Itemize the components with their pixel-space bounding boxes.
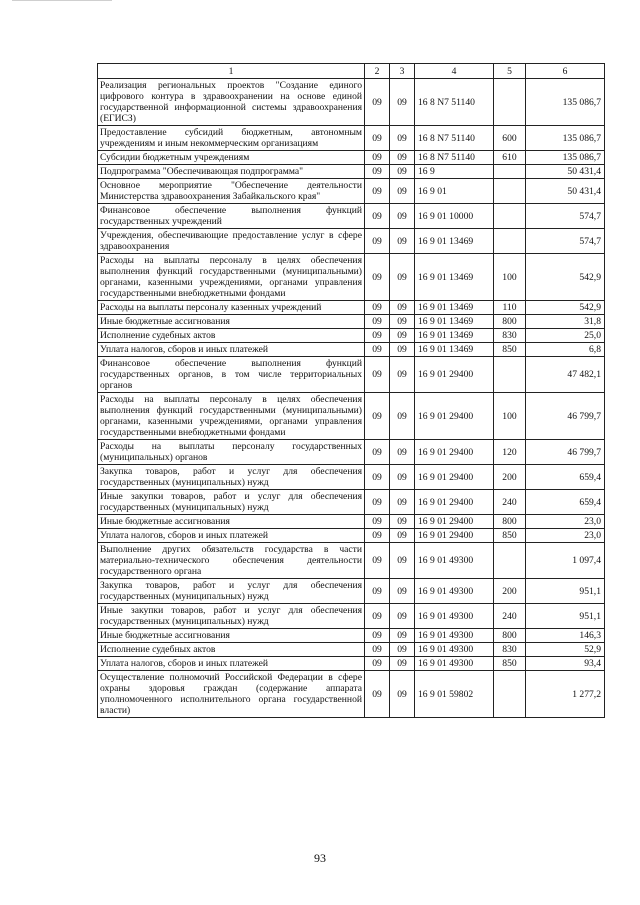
row-name-cell: Реализация региональных проектов "Создание единого цифрового контура в здравоохранении на основе единой государственной информационной системы здравоохранения (ЕГИСЗ) bbox=[98, 79, 365, 126]
row-target-code-cell: 16 9 01 29400 bbox=[415, 515, 494, 529]
row-subsection-cell: 09 bbox=[390, 229, 415, 254]
table-row bbox=[98, 515, 605, 529]
table-row bbox=[98, 629, 605, 643]
header-cell-1: 1 bbox=[98, 64, 365, 79]
row-section-cell: 09 bbox=[365, 515, 390, 529]
table-row bbox=[98, 315, 605, 329]
row-subsection-cell: 09 bbox=[390, 465, 415, 490]
row-section-cell: 09 bbox=[365, 643, 390, 657]
table-row bbox=[98, 604, 605, 629]
row-expense-type-cell bbox=[494, 179, 526, 204]
row-name-cell: Основное мероприятие "Обеспечение деятельности Министерства здравоохранения Забайкальского края" bbox=[98, 179, 365, 204]
row-amount-cell: 52,9 bbox=[526, 643, 605, 657]
budget-table bbox=[97, 63, 605, 718]
row-section-cell: 09 bbox=[365, 529, 390, 543]
row-amount-cell: 46 799,7 bbox=[526, 440, 605, 465]
row-name-cell: Уплата налогов, сборов и иных платежей bbox=[98, 657, 365, 671]
row-expense-type-cell bbox=[494, 204, 526, 229]
row-name-cell: Учреждения, обеспечивающие предоставление услуг в сфере здравоохранения bbox=[98, 229, 365, 254]
row-target-code-cell: 16 9 01 29400 bbox=[415, 465, 494, 490]
row-section-cell: 09 bbox=[365, 465, 390, 490]
row-amount-cell: 23,0 bbox=[526, 529, 605, 543]
row-target-code-cell: 16 9 01 13469 bbox=[415, 315, 494, 329]
page-number: 93 bbox=[314, 851, 326, 865]
row-section-cell: 09 bbox=[365, 343, 390, 357]
budget-table-body bbox=[98, 64, 605, 718]
row-amount-cell: 47 482,1 bbox=[526, 357, 605, 393]
row-section-cell: 09 bbox=[365, 79, 390, 126]
row-target-code-cell: 16 8 N7 51140 bbox=[415, 151, 494, 165]
row-subsection-cell: 09 bbox=[390, 343, 415, 357]
row-target-code-cell: 16 9 01 29400 bbox=[415, 490, 494, 515]
row-target-code-cell: 16 9 01 13469 bbox=[415, 229, 494, 254]
row-amount-cell: 659,4 bbox=[526, 465, 605, 490]
row-amount-cell: 574,7 bbox=[526, 229, 605, 254]
table-row bbox=[98, 440, 605, 465]
row-amount-cell: 25,0 bbox=[526, 329, 605, 343]
row-expense-type-cell: 600 bbox=[494, 126, 526, 151]
row-expense-type-cell bbox=[494, 543, 526, 579]
row-subsection-cell: 09 bbox=[390, 440, 415, 465]
table-header-row bbox=[98, 64, 605, 79]
row-expense-type-cell: 830 bbox=[494, 329, 526, 343]
table-row bbox=[98, 151, 605, 165]
row-target-code-cell: 16 9 01 49300 bbox=[415, 579, 494, 604]
header-cell-3: 3 bbox=[390, 64, 415, 79]
row-subsection-cell: 09 bbox=[390, 329, 415, 343]
table-row bbox=[98, 657, 605, 671]
row-section-cell: 09 bbox=[365, 629, 390, 643]
header-cell-5: 5 bbox=[494, 64, 526, 79]
row-expense-type-cell: 120 bbox=[494, 440, 526, 465]
row-subsection-cell: 09 bbox=[390, 165, 415, 179]
row-target-code-cell: 16 8 N7 51140 bbox=[415, 126, 494, 151]
header-cell-6: 6 bbox=[526, 64, 605, 79]
row-target-code-cell: 16 9 01 29400 bbox=[415, 529, 494, 543]
table-row bbox=[98, 254, 605, 301]
row-subsection-cell: 09 bbox=[390, 643, 415, 657]
row-name-cell: Выполнение других обязательств государства в части материально-технического обеспечения деятельности государственного органа bbox=[98, 543, 365, 579]
table-row bbox=[98, 329, 605, 343]
row-amount-cell: 1 277,2 bbox=[526, 671, 605, 718]
row-name-cell: Закупка товаров, работ и услуг для обеспечения государственных (муниципальных) нужд bbox=[98, 579, 365, 604]
row-subsection-cell: 09 bbox=[390, 254, 415, 301]
row-section-cell: 09 bbox=[365, 579, 390, 604]
row-name-cell: Иные закупки товаров, работ и услуг для обеспечения государственных (муниципальных) нужд bbox=[98, 604, 365, 629]
row-section-cell: 09 bbox=[365, 543, 390, 579]
row-target-code-cell: 16 9 bbox=[415, 165, 494, 179]
row-name-cell: Иные бюджетные ассигнования bbox=[98, 515, 365, 529]
row-target-code-cell: 16 9 01 29400 bbox=[415, 440, 494, 465]
row-subsection-cell: 09 bbox=[390, 629, 415, 643]
row-target-code-cell: 16 9 01 29400 bbox=[415, 393, 494, 440]
row-subsection-cell: 09 bbox=[390, 204, 415, 229]
row-expense-type-cell: 200 bbox=[494, 579, 526, 604]
row-section-cell: 09 bbox=[365, 329, 390, 343]
row-name-cell: Предоставление субсидий бюджетным, автономным учреждениям и иным некоммерческим организациям bbox=[98, 126, 365, 151]
row-target-code-cell: 16 9 01 49300 bbox=[415, 543, 494, 579]
row-section-cell: 09 bbox=[365, 440, 390, 465]
row-name-cell: Расходы на выплаты персоналу в целях обеспечения выполнения функций государственными (муниципальными) органами, казенными учреждениями, органами управления государственными внебюджетными фондами bbox=[98, 254, 365, 301]
row-subsection-cell: 09 bbox=[390, 315, 415, 329]
row-amount-cell: 135 086,7 bbox=[526, 151, 605, 165]
row-amount-cell: 23,0 bbox=[526, 515, 605, 529]
row-amount-cell: 146,3 bbox=[526, 629, 605, 643]
row-subsection-cell: 09 bbox=[390, 393, 415, 440]
row-section-cell: 09 bbox=[365, 151, 390, 165]
row-expense-type-cell bbox=[494, 79, 526, 126]
row-amount-cell: 135 086,7 bbox=[526, 126, 605, 151]
table-row bbox=[98, 529, 605, 543]
row-name-cell: Подпрограмма "Обеспечивающая подпрограмма" bbox=[98, 165, 365, 179]
row-target-code-cell: 16 9 01 10000 bbox=[415, 204, 494, 229]
header-cell-4: 4 bbox=[415, 64, 494, 79]
row-section-cell: 09 bbox=[365, 229, 390, 254]
row-expense-type-cell: 100 bbox=[494, 254, 526, 301]
row-name-cell: Расходы на выплаты персоналу казенных учреждений bbox=[98, 301, 365, 315]
row-name-cell: Уплата налогов, сборов и иных платежей bbox=[98, 343, 365, 357]
row-section-cell: 09 bbox=[365, 671, 390, 718]
row-name-cell: Финансовое обеспечение выполнения функций государственных органов, в том числе территориальных органов bbox=[98, 357, 365, 393]
row-name-cell: Уплата налогов, сборов и иных платежей bbox=[98, 529, 365, 543]
table-row bbox=[98, 465, 605, 490]
row-section-cell: 09 bbox=[365, 604, 390, 629]
table-row bbox=[98, 543, 605, 579]
row-section-cell: 09 bbox=[365, 315, 390, 329]
row-amount-cell: 46 799,7 bbox=[526, 393, 605, 440]
row-subsection-cell: 09 bbox=[390, 301, 415, 315]
row-subsection-cell: 09 bbox=[390, 543, 415, 579]
row-amount-cell: 6,8 bbox=[526, 343, 605, 357]
table-row bbox=[98, 393, 605, 440]
table-row bbox=[98, 343, 605, 357]
row-expense-type-cell: 850 bbox=[494, 657, 526, 671]
row-name-cell: Расходы на выплаты персоналу в целях обеспечения выполнения функций государственными (муниципальными) органами, казенными учреждениями, органами управления государственными внебюджетными фондами bbox=[98, 393, 365, 440]
row-name-cell: Субсидии бюджетным учреждениям bbox=[98, 151, 365, 165]
row-amount-cell: 951,1 bbox=[526, 579, 605, 604]
row-amount-cell: 951,1 bbox=[526, 604, 605, 629]
row-subsection-cell: 09 bbox=[390, 151, 415, 165]
row-amount-cell: 93,4 bbox=[526, 657, 605, 671]
table-row bbox=[98, 79, 605, 126]
row-subsection-cell: 09 bbox=[390, 529, 415, 543]
row-name-cell: Иные закупки товаров, работ и услуг для обеспечения государственных (муниципальных) нужд bbox=[98, 490, 365, 515]
table-row bbox=[98, 643, 605, 657]
row-expense-type-cell: 610 bbox=[494, 151, 526, 165]
row-amount-cell: 659,4 bbox=[526, 490, 605, 515]
table-row bbox=[98, 579, 605, 604]
row-subsection-cell: 09 bbox=[390, 579, 415, 604]
row-target-code-cell: 16 9 01 13469 bbox=[415, 301, 494, 315]
row-section-cell: 09 bbox=[365, 126, 390, 151]
row-subsection-cell: 09 bbox=[390, 671, 415, 718]
table-row bbox=[98, 165, 605, 179]
row-expense-type-cell: 850 bbox=[494, 343, 526, 357]
row-subsection-cell: 09 bbox=[390, 357, 415, 393]
row-amount-cell: 135 086,7 bbox=[526, 79, 605, 126]
row-amount-cell: 542,9 bbox=[526, 254, 605, 301]
header-cell-2: 2 bbox=[365, 64, 390, 79]
table-row bbox=[98, 179, 605, 204]
row-expense-type-cell: 800 bbox=[494, 315, 526, 329]
row-amount-cell: 574,7 bbox=[526, 204, 605, 229]
row-subsection-cell: 09 bbox=[390, 126, 415, 151]
row-expense-type-cell bbox=[494, 671, 526, 718]
table-row bbox=[98, 490, 605, 515]
row-expense-type-cell: 100 bbox=[494, 393, 526, 440]
row-section-cell: 09 bbox=[365, 490, 390, 515]
row-expense-type-cell bbox=[494, 165, 526, 179]
row-target-code-cell: 16 9 01 bbox=[415, 179, 494, 204]
row-target-code-cell: 16 8 N7 51140 bbox=[415, 79, 494, 126]
row-name-cell: Закупка товаров, работ и услуг для обеспечения государственных (муниципальных) нужд bbox=[98, 465, 365, 490]
row-name-cell: Финансовое обеспечение выполнения функций государственных учреждений bbox=[98, 204, 365, 229]
row-amount-cell: 1 097,4 bbox=[526, 543, 605, 579]
row-expense-type-cell: 240 bbox=[494, 490, 526, 515]
row-name-cell: Иные бюджетные ассигнования bbox=[98, 315, 365, 329]
row-section-cell: 09 bbox=[365, 254, 390, 301]
row-expense-type-cell: 200 bbox=[494, 465, 526, 490]
row-subsection-cell: 09 bbox=[390, 604, 415, 629]
row-amount-cell: 31,8 bbox=[526, 315, 605, 329]
row-section-cell: 09 bbox=[365, 393, 390, 440]
table-row bbox=[98, 229, 605, 254]
table-row bbox=[98, 671, 605, 718]
row-target-code-cell: 16 9 01 13469 bbox=[415, 254, 494, 301]
row-subsection-cell: 09 bbox=[390, 490, 415, 515]
row-expense-type-cell: 830 bbox=[494, 643, 526, 657]
row-amount-cell: 50 431,4 bbox=[526, 165, 605, 179]
table-row bbox=[98, 301, 605, 315]
row-section-cell: 09 bbox=[365, 179, 390, 204]
row-target-code-cell: 16 9 01 49300 bbox=[415, 604, 494, 629]
row-section-cell: 09 bbox=[365, 657, 390, 671]
row-subsection-cell: 09 bbox=[390, 79, 415, 126]
table-row bbox=[98, 357, 605, 393]
row-amount-cell: 542,9 bbox=[526, 301, 605, 315]
row-target-code-cell: 16 9 01 49300 bbox=[415, 643, 494, 657]
table-row bbox=[98, 126, 605, 151]
row-target-code-cell: 16 9 01 13469 bbox=[415, 329, 494, 343]
row-expense-type-cell bbox=[494, 229, 526, 254]
scan-artifact-line bbox=[12, 0, 112, 1]
row-name-cell: Расходы на выплаты персоналу государственных (муниципальных) органов bbox=[98, 440, 365, 465]
row-name-cell: Осуществление полномочий Российской Федерации в сфере охраны здоровья граждан (содержание аппарата уполномоченного исполнительного органа государственной власти) bbox=[98, 671, 365, 718]
row-expense-type-cell: 850 bbox=[494, 529, 526, 543]
row-section-cell: 09 bbox=[365, 165, 390, 179]
row-expense-type-cell: 800 bbox=[494, 629, 526, 643]
row-name-cell: Исполнение судебных актов bbox=[98, 329, 365, 343]
row-section-cell: 09 bbox=[365, 204, 390, 229]
row-target-code-cell: 16 9 01 49300 bbox=[415, 657, 494, 671]
row-target-code-cell: 16 9 01 49300 bbox=[415, 629, 494, 643]
row-name-cell: Иные бюджетные ассигнования bbox=[98, 629, 365, 643]
row-target-code-cell: 16 9 01 29400 bbox=[415, 357, 494, 393]
table-row bbox=[98, 204, 605, 229]
row-target-code-cell: 16 9 01 13469 bbox=[415, 343, 494, 357]
row-expense-type-cell bbox=[494, 357, 526, 393]
row-expense-type-cell: 240 bbox=[494, 604, 526, 629]
row-expense-type-cell: 110 bbox=[494, 301, 526, 315]
row-expense-type-cell: 800 bbox=[494, 515, 526, 529]
row-subsection-cell: 09 bbox=[390, 657, 415, 671]
row-section-cell: 09 bbox=[365, 301, 390, 315]
row-section-cell: 09 bbox=[365, 357, 390, 393]
row-name-cell: Исполнение судебных актов bbox=[98, 643, 365, 657]
row-target-code-cell: 16 9 01 59802 bbox=[415, 671, 494, 718]
row-subsection-cell: 09 bbox=[390, 179, 415, 204]
row-amount-cell: 50 431,4 bbox=[526, 179, 605, 204]
row-subsection-cell: 09 bbox=[390, 515, 415, 529]
